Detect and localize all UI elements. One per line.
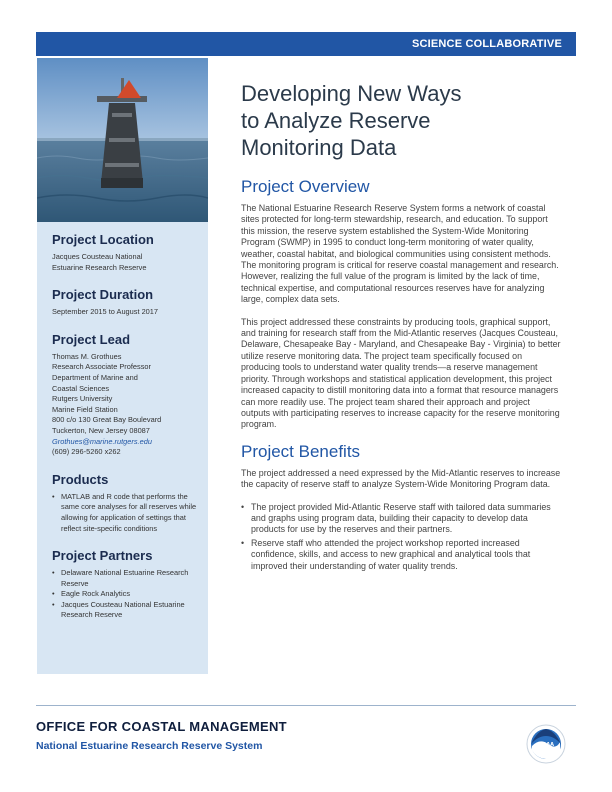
duration-block bbox=[52, 287, 202, 318]
cover-photo bbox=[37, 58, 208, 222]
lead-line: Coastal Sciences bbox=[52, 383, 110, 393]
benefit-item: • Reserve staff who attended the project workshop reported increased confidence, skills, and access to new graphical and analytical tools that improved their understanding of water quality trends. bbox=[241, 538, 561, 572]
lead-line: Rutgers University bbox=[52, 394, 113, 404]
location-line: Estuarine Research Reserve bbox=[52, 262, 147, 272]
lead-heading: Project Lead bbox=[52, 331, 131, 347]
benefits-heading: Project Benefits bbox=[241, 441, 361, 461]
lead-line: 800 c/o 130 Great Bay Boulevard bbox=[52, 415, 162, 425]
top-banner bbox=[36, 32, 576, 56]
noaa-logo-text: NOAA bbox=[537, 742, 555, 748]
overview-heading: Project Overview bbox=[241, 177, 370, 196]
products-block bbox=[52, 472, 202, 534]
location-line: Jacques Cousteau National bbox=[52, 252, 143, 261]
location-heading: Project Location bbox=[52, 232, 154, 247]
system-name: National Estuarine Research Reserve System bbox=[36, 740, 263, 752]
title-line: Monitoring Data bbox=[241, 135, 397, 160]
lead-line: Department of Marine and bbox=[52, 372, 138, 382]
noaa-logo bbox=[526, 724, 566, 764]
lead-block bbox=[52, 332, 202, 458]
partner-item: • Delaware National Estuarine Research Reserve bbox=[52, 568, 202, 589]
partners-heading: Project Partners bbox=[52, 548, 153, 564]
partner-item: • Jacques Cousteau National Estuarine Research Reserve bbox=[52, 600, 202, 621]
partner-item: • Eagle Rock Analytics bbox=[52, 589, 202, 600]
overview-paragraph: This project addressed these constraints by producing tools, graphical support, and training for research staff from the Mid-Atlantic reserves (Jacques Cousteau, Delaware, Chesapeake Bay - Maryland, and Chesapeake Bay - Virginia) to better utilize reserve monitoring data. The project team specifically focused on producing tools to understand water quality trends—a reserve management priority. Through workshops and statistical application development, this project increased capacity to distill monitoring data into a format that resource managers can more readily use. The project team shared their approach and project outputs with participating reserves to increase capacity for the reserve monitoring program. bbox=[241, 316, 561, 430]
lead-line: Tuckerton, New Jersey 08087 bbox=[52, 425, 150, 435]
duration-heading: Project Duration bbox=[52, 287, 154, 303]
benefits-intro: The project addressed a need expressed by the Mid-Atlantic reserves to increase the capacity of reserve staff to analyze System-Wide Monitoring Program data. bbox=[241, 467, 561, 490]
footer-divider bbox=[36, 705, 576, 706]
banner-label: SCIENCE COLLABORATIVE bbox=[411, 38, 562, 50]
product-item: • MATLAB and R code that performs the same core analyses for all reserves while allowing for application of settings that reflect site-specific conditions bbox=[52, 492, 202, 534]
partners-list bbox=[52, 568, 202, 621]
benefits-list bbox=[241, 502, 561, 572]
benefit-item: • The project provided Mid-Atlantic Reserve staff with tailored data summaries and graphs using program data, building their capacity to develop data products for use by the reserves and their partners. bbox=[241, 502, 561, 536]
overview-paragraph: The National Estuarine Research Reserve System forms a network of coastal sites protected for long-term stewardship, research, and education. To support this mission, the reserve system established the System-Wide Monitoring Program (SWMP) in 1995 to conduct long-term monitoring of water quality, weather, coastal habitat, and biological communities using consistent methods. The monitoring program is critical for reserve coastal management and research. However, realizing the full value of the program is limited by the lack of time, technical expertise, and computational resources reserves have for analyzing large, complex data sets. bbox=[241, 203, 559, 305]
main-content bbox=[241, 80, 561, 574]
location-block bbox=[52, 232, 202, 273]
lead-phone: (609) 296-5260 x262 bbox=[52, 447, 121, 457]
title-line: Developing New Ways bbox=[241, 81, 462, 106]
lead-email-link[interactable]: Grothues@marine.rutgers.edu bbox=[52, 436, 152, 446]
lead-line: Marine Field Station bbox=[52, 404, 118, 414]
page-title bbox=[241, 80, 561, 161]
duration-text: September 2015 to August 2017 bbox=[52, 307, 159, 317]
title-line: to Analyze Reserve bbox=[241, 108, 431, 133]
lead-line: Research Associate Professor bbox=[52, 362, 151, 372]
office-name: OFFICE FOR COASTAL MANAGEMENT bbox=[36, 719, 287, 734]
lead-line: Thomas M. Grothues bbox=[52, 351, 122, 361]
products-heading: Products bbox=[52, 471, 109, 487]
sidebar-content bbox=[52, 232, 202, 635]
products-list bbox=[52, 492, 202, 534]
partners-block bbox=[52, 548, 202, 621]
